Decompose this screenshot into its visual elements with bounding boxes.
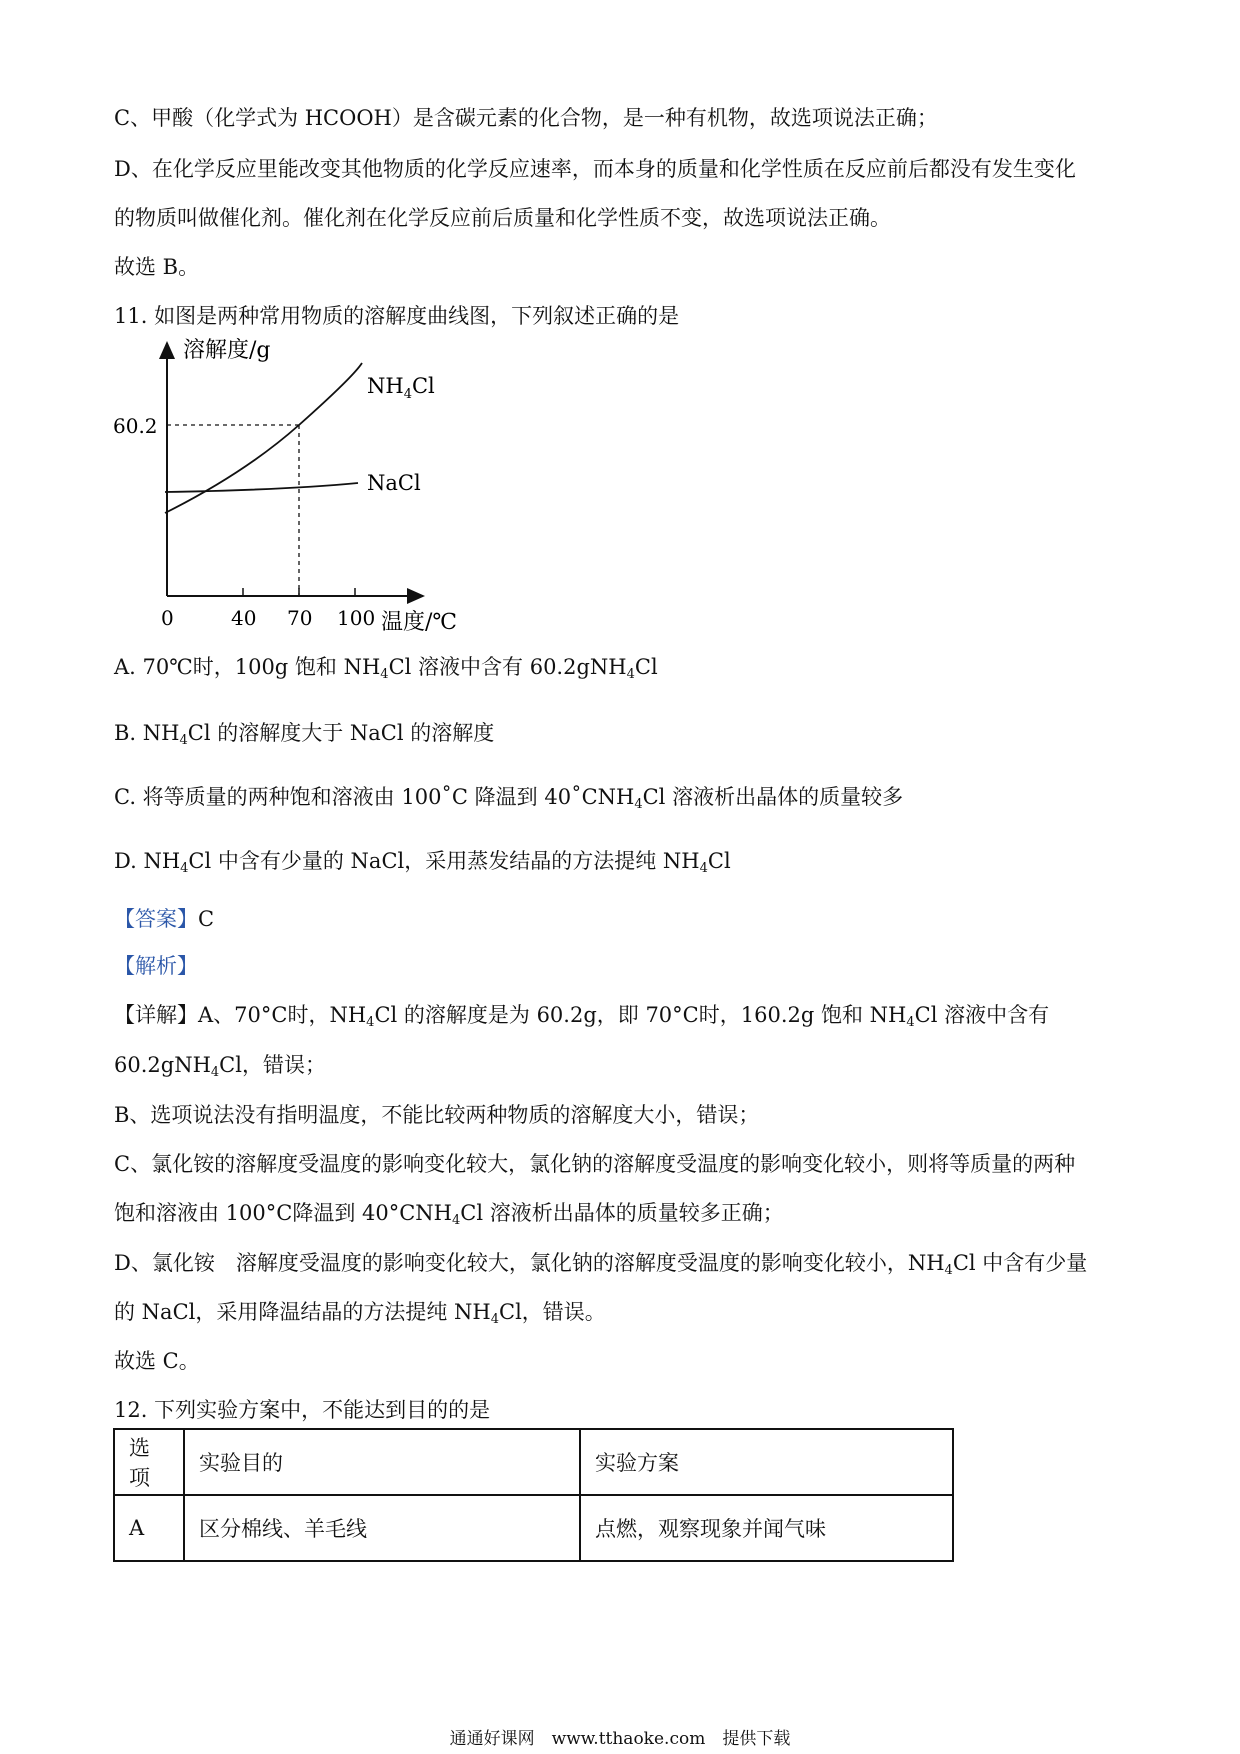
x-tick-label-40: 40: [231, 606, 257, 630]
x-tick-label-70: 70: [287, 606, 313, 630]
table-cell: 点燃，观察现象并闻气味: [580, 1495, 953, 1561]
y-axis-label: 溶解度/g: [183, 338, 271, 363]
q11-option-d: D. $NH_4Cl$ 中含有少量的 NaCl，采用蒸发结晶的方法提纯 $NH_4Cl$: [114, 849, 731, 876]
q11-option-a: A. 70℃时，100g 饱和 $NH_4Cl$ 溶液中含有 60.2gNH$_4$Cl: [114, 655, 658, 682]
x-tick-label-0: 0: [161, 606, 174, 630]
answer-tag: 【答案】: [114, 907, 198, 931]
q11-analysis-tag: 【解析】: [114, 954, 198, 978]
y-tick-60-2: 60.2: [113, 414, 158, 438]
q11-final-answer: 故选 C。: [114, 1349, 200, 1373]
prev-option-d-line2: 的物质叫做催化剂。催化剂在化学反应前后质量和化学性质不变，故选项说法正确。: [114, 206, 891, 230]
page-footer: 通通好课网 www.tthaoke.com 提供下载: [449, 1729, 791, 1749]
q11-option-b: B. $NH_4Cl$ 的溶解度大于 NaCl 的溶解度: [114, 721, 495, 748]
q12-stem: 12. 下列实验方案中，不能达到目的的是: [114, 1398, 491, 1422]
q11-detail-c-line2: 饱和溶液由 100°C降温到 $40^\circ CNH_4Cl$ 溶液析出晶体的质量较多正确；: [114, 1201, 784, 1228]
table-header-cell: 实验方案: [580, 1429, 953, 1495]
q11-detail-d-line1: D、氯化铵 溶解度受温度的影响变化较大，氯化钠的溶解度受温度的影响变化较小，$NH_4Cl$ 中含有少量: [114, 1251, 1088, 1278]
table-cell: 区分棉线、羊毛线: [184, 1495, 580, 1561]
prev-option-d-line1: D、在化学反应里能改变其他物质的化学反应速率，而本身的质量和化学性质在反应前后都没有发生变化: [114, 157, 1076, 181]
q11-detail-a-line2: 60.2gNH$_4$Cl，错误；: [114, 1053, 326, 1080]
table-header-cell: 选项: [114, 1429, 184, 1495]
table-row: [114, 1495, 953, 1561]
q11-answer: 【答案】C: [114, 907, 215, 931]
x-tick-label-100: 100: [337, 606, 376, 630]
nacl-label: NaCl: [367, 471, 421, 495]
nh4cl-label: $NH_4Cl$: [367, 374, 435, 402]
table-header-row: [114, 1429, 953, 1495]
nacl-curve: [165, 483, 358, 492]
q11-option-c: C. 将等质量的两种饱和溶液由 100˚C 降温到 $40˚CNH_4Cl$ 溶液析出晶体的质量较多: [114, 785, 904, 812]
table-cell: A: [114, 1495, 184, 1561]
table-header-cell: 实验目的: [184, 1429, 580, 1495]
experiment-table: [113, 1428, 954, 1562]
q11-detail-d-line2: 的 NaCl，采用降温结晶的方法提纯 $NH_4Cl$，错误。: [114, 1300, 606, 1327]
q11-detail-a-line1: 【详解】A、70°C时，$NH_4Cl$ 的溶解度是为 60.2g，即 70°C时，160.2g 饱和 $NH_4Cl$ 溶液中含有: [114, 1003, 1050, 1030]
q11-detail-c-line1: C、氯化铵的溶解度受温度的影响变化较大，氯化钠的溶解度受温度的影响变化较小，则将等质量的两种: [114, 1152, 1076, 1176]
solubility-graph: [105, 333, 458, 635]
x-axis-label: 温度/℃: [381, 610, 458, 635]
nh4cl-curve: [165, 363, 362, 513]
q11-stem: 11. 如图是两种常用物质的溶解度曲线图，下列叙述正确的是: [114, 304, 680, 328]
q11-detail-b: B、选项说法没有指明温度，不能比较两种物质的溶解度大小，错误；: [114, 1103, 760, 1127]
prev-answer: 故选 B。: [114, 255, 200, 279]
prev-option-c: C、甲酸（化学式为 HCOOH）是含碳元素的化合物，是一种有机物，故选项说法正确；: [114, 106, 938, 130]
